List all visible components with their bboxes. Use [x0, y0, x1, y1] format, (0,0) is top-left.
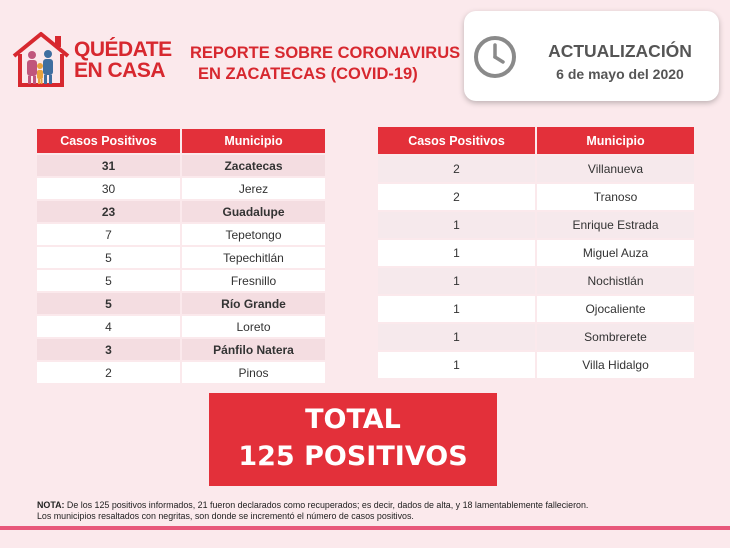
municipality-cell: Fresnillo: [182, 270, 325, 291]
total-value: 125 POSITIVOS: [238, 441, 468, 472]
update-card: [464, 11, 719, 101]
cases-table-left: [37, 127, 325, 385]
table-row: [37, 362, 325, 383]
cases-cell: 4: [37, 316, 182, 337]
logo-line2: EN CASA: [74, 59, 166, 82]
municipality-cell: Guadalupe: [182, 201, 325, 222]
municipality-cell: Loreto: [182, 316, 325, 337]
table-row: [37, 339, 325, 360]
table-row: [378, 324, 694, 350]
cases-cell: 1: [378, 268, 537, 294]
municipality-cell: Miguel Auza: [537, 240, 694, 266]
cases-cell: 1: [378, 324, 537, 350]
municipality-cell: Pinos: [182, 362, 325, 383]
logo-line1: QUÉDATE: [74, 38, 172, 61]
table-row: [378, 240, 694, 266]
footnote: [37, 500, 717, 522]
cases-cell: 2: [37, 362, 182, 383]
table-row: [378, 156, 694, 182]
total-label: TOTAL: [305, 404, 401, 435]
cases-cell: 5: [37, 247, 182, 268]
municipality-cell: Nochistlán: [537, 268, 694, 294]
footnote-line1: [37, 500, 717, 511]
header-municipality: Municipio: [182, 129, 325, 153]
cases-cell: 1: [378, 296, 537, 322]
cases-cell: 23: [37, 201, 182, 222]
municipality-cell: Ojocaliente: [537, 296, 694, 322]
update-title: ACTUALIZACIÓN: [548, 41, 692, 61]
clock-icon: [472, 34, 518, 80]
municipality-cell: Enrique Estrada: [537, 212, 694, 238]
cases-cell: 2: [378, 156, 537, 182]
report-title-line2: EN ZACATECAS (COVID-19): [198, 65, 418, 83]
cases-cell: 7: [37, 224, 182, 245]
cases-cell: 2: [378, 184, 537, 210]
table-header-row: [378, 127, 694, 154]
header-municipality: Municipio: [537, 127, 694, 154]
table-row: [37, 247, 325, 268]
update-date: 6 de mayo del 2020: [556, 66, 684, 82]
municipality-cell: Tranoso: [537, 184, 694, 210]
table-row: [37, 224, 325, 245]
municipality-cell: Jerez: [182, 178, 325, 199]
municipality-cell: Tepetongo: [182, 224, 325, 245]
header-cases: Casos Positivos: [37, 129, 182, 153]
footnote-line2: Los municipios resaltados con negritas, son donde se incrementó el número de casos positivos.: [37, 511, 414, 521]
table-row: [378, 352, 694, 378]
table-row: [37, 270, 325, 291]
cases-cell: 31: [37, 155, 182, 176]
municipality-cell: Villa Hidalgo: [537, 352, 694, 378]
cases-table-right: [378, 125, 694, 380]
table-row: [378, 268, 694, 294]
municipality-cell: Pánfilo Natera: [182, 339, 325, 360]
quedate-en-casa-logo: [10, 30, 182, 90]
table-row: [37, 201, 325, 222]
cases-cell: 1: [378, 212, 537, 238]
table-row: [378, 296, 694, 322]
cases-cell: 1: [378, 240, 537, 266]
municipality-cell: Sombrerete: [537, 324, 694, 350]
cases-cell: 3: [37, 339, 182, 360]
table-row: [37, 155, 325, 176]
table-row: [37, 293, 325, 314]
municipality-cell: Villanueva: [537, 156, 694, 182]
table-row: [378, 184, 694, 210]
table-header-row: [37, 129, 325, 153]
table-row: [378, 212, 694, 238]
footnote-text1: De los 125 positivos informados, 21 fueron declarados como recuperados; es decir, dados de alta, y 18 lamentablemente fallecieron.: [64, 500, 589, 510]
house-family-icon: [10, 30, 72, 88]
table-row: [37, 178, 325, 199]
municipality-cell: Zacatecas: [182, 155, 325, 176]
cases-cell: 1: [378, 352, 537, 378]
footnote-label: NOTA:: [37, 500, 65, 510]
cases-cell: 30: [37, 178, 182, 199]
cases-cell: 5: [37, 270, 182, 291]
total-box: [209, 393, 497, 486]
report-title-line1: REPORTE SOBRE CORONAVIRUS: [190, 44, 461, 62]
municipality-cell: Río Grande: [182, 293, 325, 314]
header-cases: Casos Positivos: [378, 127, 537, 154]
cases-cell: 5: [37, 293, 182, 314]
municipality-cell: Tepechitlán: [182, 247, 325, 268]
table-row: [37, 316, 325, 337]
bottom-bar: [0, 526, 730, 530]
report-title: [190, 43, 460, 85]
